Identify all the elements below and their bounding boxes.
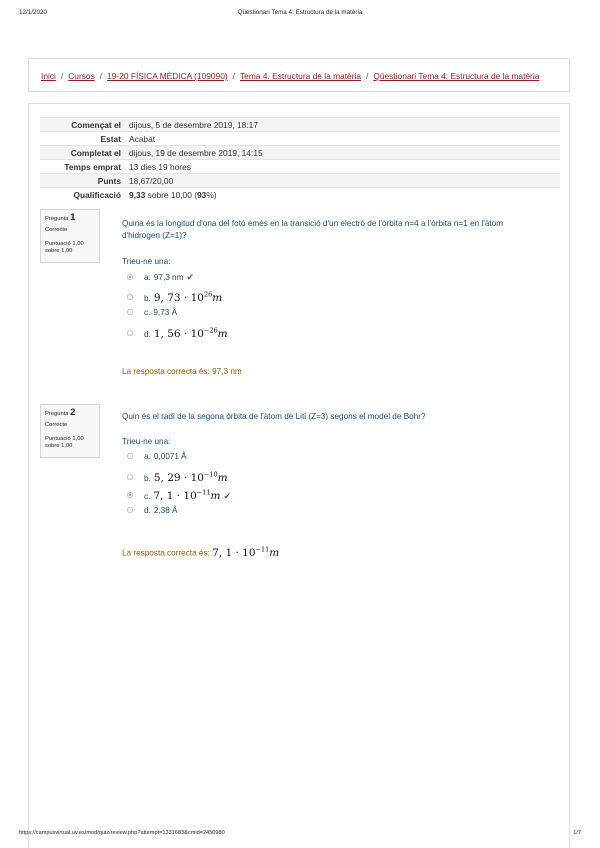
breadcrumb-home-link[interactable]: Inici: [41, 71, 56, 81]
radio[interactable]: [127, 294, 133, 300]
correct-check-icon: ✔: [223, 490, 232, 501]
summary-value: dijous, 19 de desembre 2019, 14:15: [127, 146, 560, 160]
q2-option-c[interactable]: c. 7, $1 \cdot 10^{-11}m$ ✔: [127, 488, 231, 500]
print-header: [0, 9, 600, 21]
print-page-number: 1/7: [573, 830, 581, 836]
summary-label: Qualificació: [40, 188, 127, 202]
summary-label: Temps emprat: [40, 160, 127, 174]
grade-percent: 93: [197, 189, 207, 200]
summary-row-time-taken: [40, 160, 560, 174]
summary-value: 9,33 sobre 10,00 (93%): [127, 188, 560, 202]
breadcrumb-topic-link[interactable]: Tema 4. Estructura de la matèria: [239, 71, 362, 81]
question-2-text: Quin és el radi de la segona òrbita de l'àtom de Liti (Z=3) segons el model de Bohr?: [122, 412, 426, 421]
summary-row-started: [40, 118, 560, 132]
summary-label: Punts: [40, 174, 127, 188]
print-date: 12/1/2020: [19, 9, 48, 16]
breadcrumb: Inici / Cursos / 19-20 FÍSICA MÈDICA (109090) / Tema 4. Estructura de la matèria / Qüestionari Tema 4: Estructura de la matèria: [41, 71, 540, 81]
breadcrumb-box: [28, 58, 570, 92]
radio-checked[interactable]: [127, 274, 133, 280]
summary-value: Acabat: [127, 132, 560, 146]
attempt-summary-table: [40, 117, 560, 202]
q2-option-b[interactable]: b. 5, $29 \cdot 10^{-10}m$: [127, 470, 228, 482]
radio[interactable]: [127, 330, 133, 336]
summary-row-state: [40, 132, 560, 146]
question-1-info: Pregunta 1 Correcte Puntuació 1,00 sobre 1,00: [40, 209, 100, 263]
summary-value: 18,67/20,00: [127, 174, 560, 188]
radio[interactable]: [127, 507, 133, 513]
q1-option-b[interactable]: b. 9, $73 \cdot 10^{26}m$: [127, 290, 222, 302]
print-title: Qüestionari Tema 4: Estructura de la matèria: [237, 9, 363, 16]
q2-option-a[interactable]: a. 0,0071 Å: [127, 452, 187, 464]
summary-value: dijous, 5 de desembre 2019, 18:17: [127, 118, 560, 132]
question-2-prompt: Trieu-ne una:: [122, 437, 171, 446]
radio[interactable]: [127, 453, 133, 459]
correct-check-icon: ✔: [186, 272, 194, 282]
question-mark: Puntuació 1,00 sobre 1,00: [45, 241, 84, 254]
question-number: 1: [70, 212, 76, 223]
q2-option-d[interactable]: d. 2,38 Å: [127, 506, 178, 518]
question-1-prompt: Trieu-ne una:: [122, 257, 171, 266]
question-1-feedback: La resposta correcta és: 97,3 nm: [122, 367, 242, 376]
breadcrumb-course-link[interactable]: 19-20 FÍSICA MÈDICA (109090): [107, 71, 228, 81]
radio[interactable]: [127, 474, 133, 480]
main-content-box: [28, 103, 570, 848]
summary-label: Completat el: [40, 146, 127, 160]
radio-checked[interactable]: [127, 492, 133, 498]
breadcrumb-quiz-link[interactable]: Qüestionari Tema 4: Estructura de la matèria: [373, 71, 540, 81]
summary-value: 13 dies 19 hores: [127, 160, 560, 174]
q1-option-d[interactable]: d. 1, $56 \cdot 10^{-26}m$: [127, 326, 228, 338]
summary-row-completed: [40, 146, 560, 160]
q1-option-a[interactable]: a. 97,3 nm ✔: [127, 272, 194, 284]
question-state: Correcte: [45, 227, 68, 233]
question-1-text: Quina és la longitud d'ona del fotó emès en la transició d'un electró de l'òrbita n=4 a l'òrbita n=1 en l'àtom d'hidrogen (Z=1)?: [122, 219, 504, 240]
summary-row-marks: [40, 174, 560, 188]
question-mark: Puntuació 1,00 sobre 1,00: [45, 436, 84, 449]
question-state: Correcte: [45, 422, 68, 428]
question-2-info: Pregunta 2 Correcte Puntuació 1,00 sobre 1,00: [40, 404, 100, 458]
grade-value: 9,33: [129, 189, 146, 200]
summary-label: Estat: [40, 132, 127, 146]
breadcrumb-courses-link[interactable]: Cursos: [68, 71, 95, 81]
q1-option-c[interactable]: c. 9,73 Å: [127, 308, 177, 320]
question-2-feedback: La resposta correcta és: 7, $1 \cdot 10^{-11}m$: [122, 545, 280, 559]
summary-label: Començat el: [40, 118, 127, 132]
radio[interactable]: [127, 309, 133, 315]
print-url: https://campusvirtual.uv.es/mod/quiz/review.php?attempt=1331683&cmid=2450980: [19, 830, 225, 836]
question-number: 2: [70, 407, 76, 418]
summary-row-grade: [40, 188, 560, 202]
